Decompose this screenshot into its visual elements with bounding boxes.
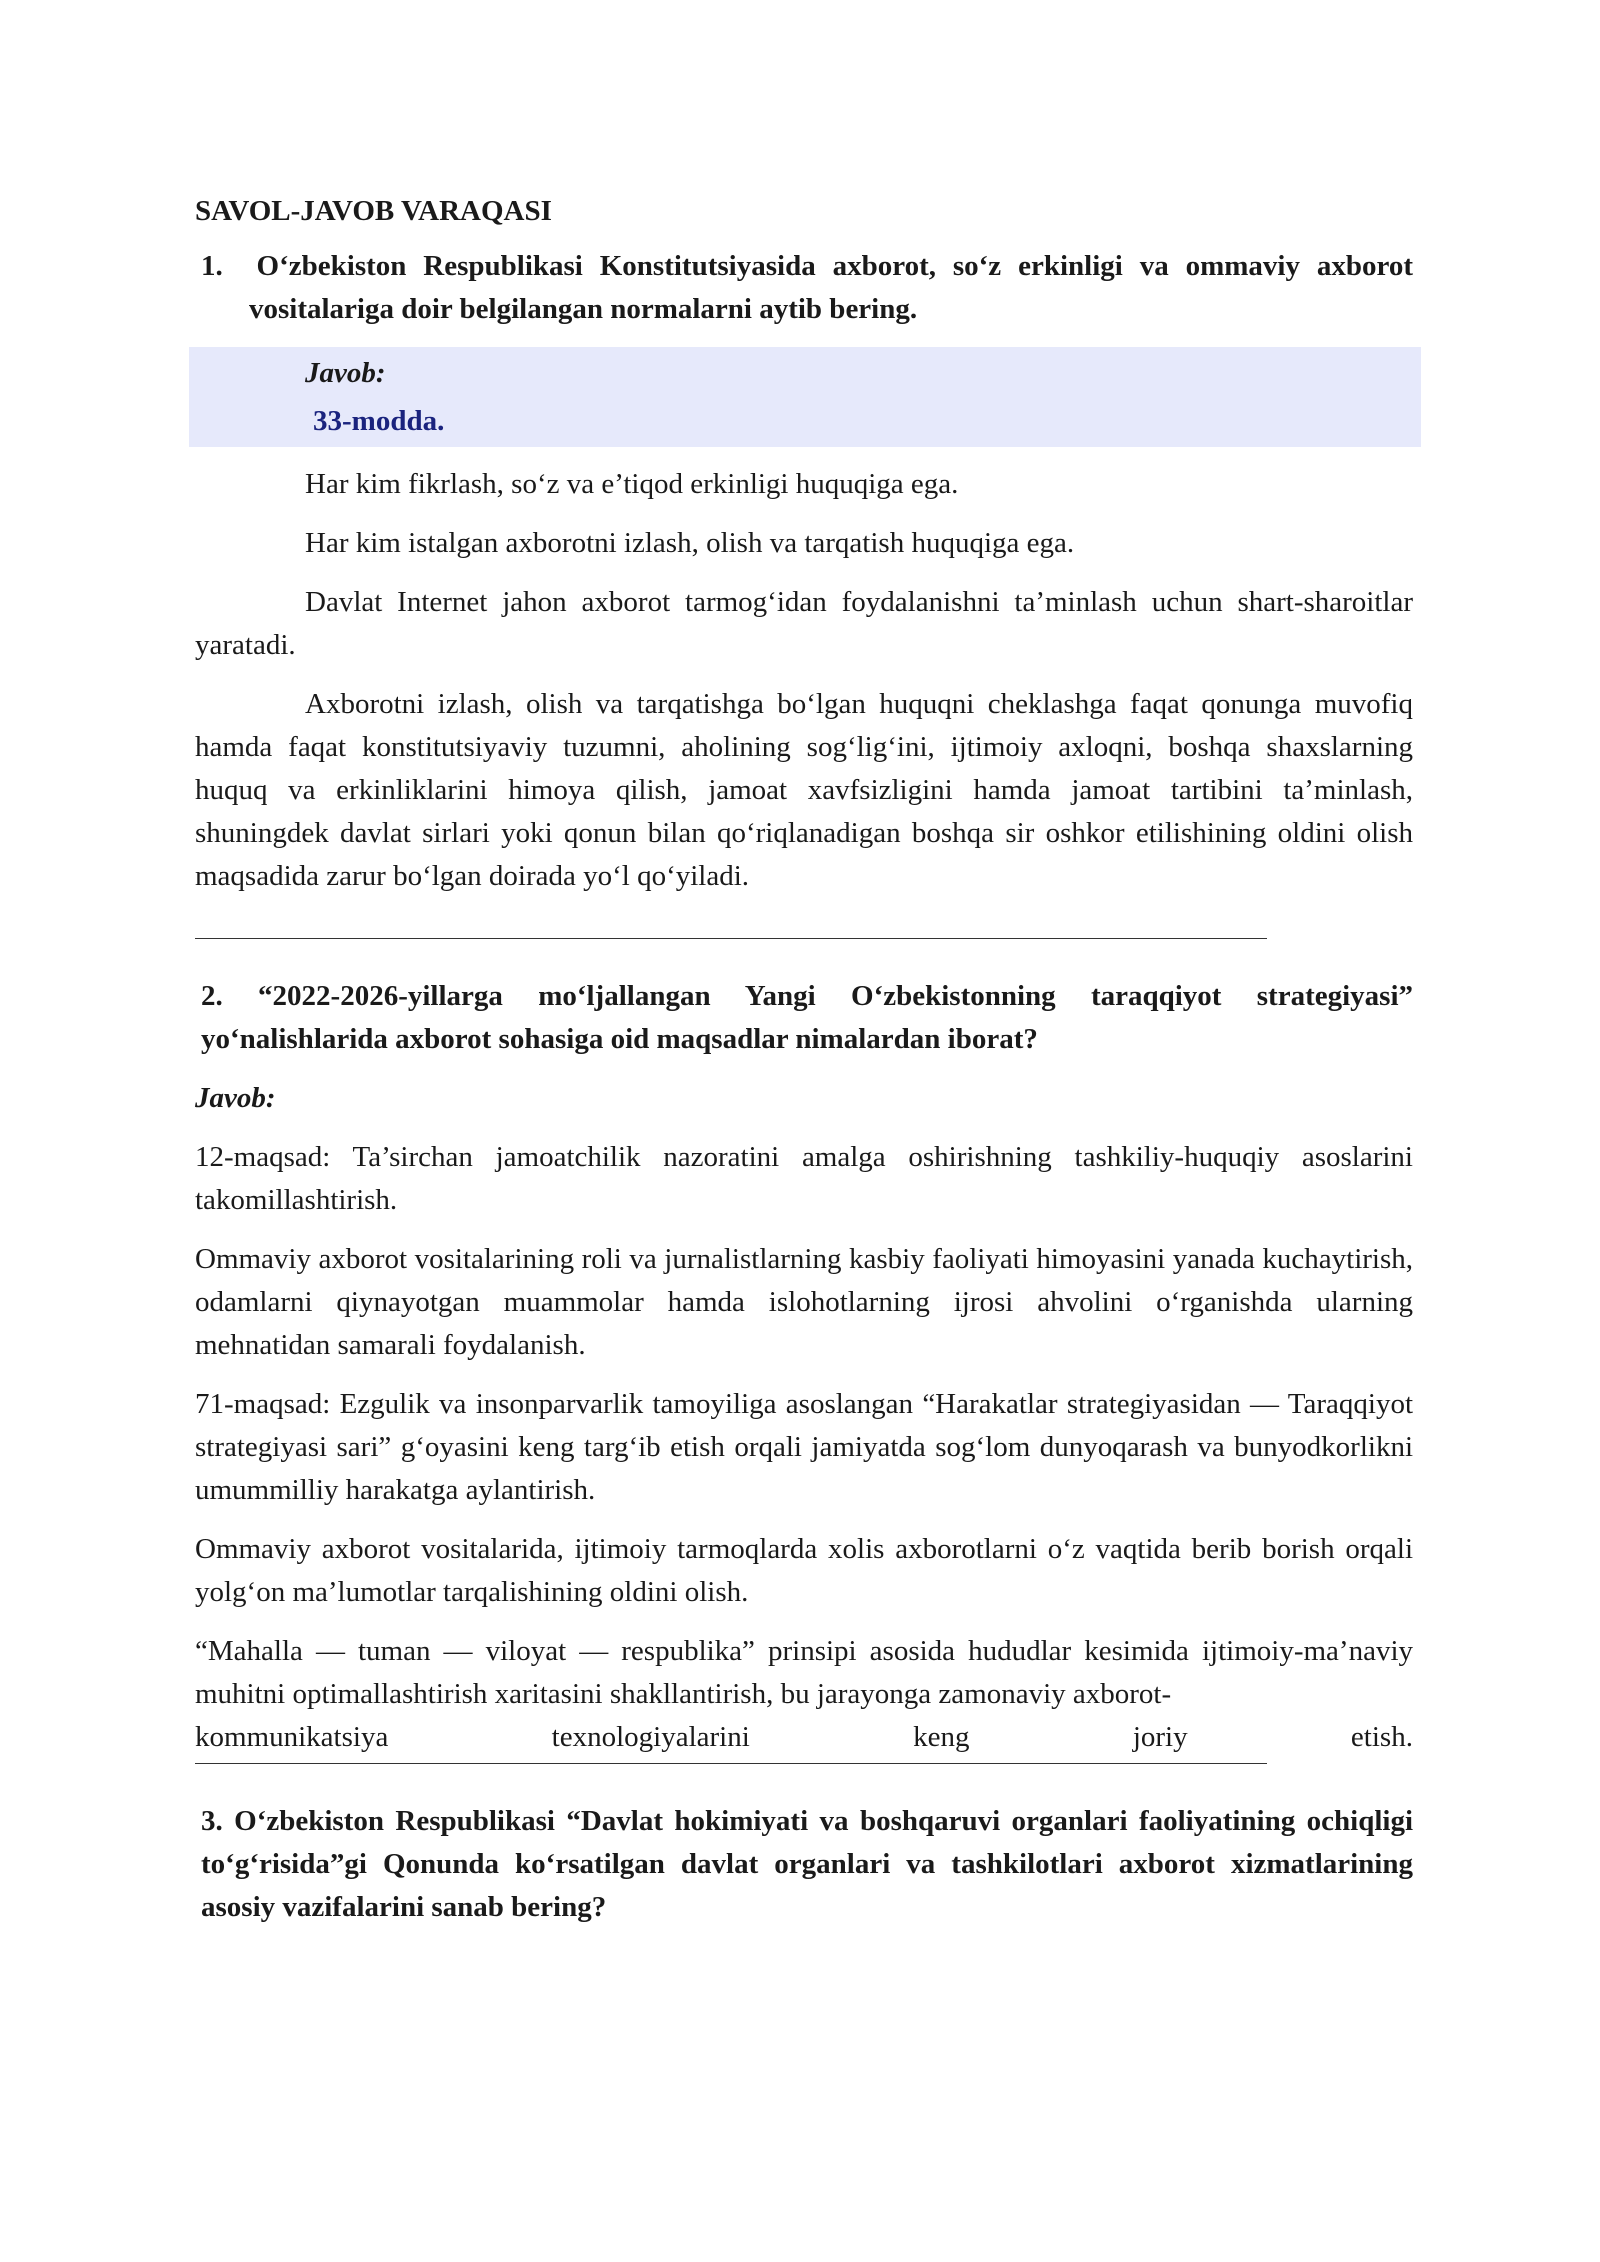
question-1-number: 1.	[201, 250, 223, 282]
document-title: SAVOL-JAVOB VARAQASI	[195, 195, 552, 227]
q1-paragraph: Davlat Internet jahon axborot tarmog‘idan foydalanishni ta’minlash uchun shart-sharoitlar yaratadi.	[195, 586, 1413, 661]
answer-highlight-block	[189, 347, 1421, 447]
q2-paragraph: 12-maqsad: Ta’sirchan jamoatchilik nazoratini amalga oshirishning tashkiliy-huquqiy asoslarini takomillashtirish.	[195, 1141, 1413, 1216]
q1-paragraph: Har kim fikrlash, so‘z va e’tiqod erkinligi huquqiga ega.	[305, 468, 959, 500]
q1-paragraph: Axborotni izlash, olish va tarqatishga bo‘lgan huquqni cheklashga faqat qonunga muvofiq hamda faqat konstitutsiyaviy tuzumni, aholining sog‘lig‘ini, ijtimoiy axloqni, boshqa shaxslarning huquq va erkinliklarini himoya qilish, jamoat xavfsizligini hamda jamoat tartibini ta’minlash, shuningdek davlat sirlari yoki qonun bilan qo‘riqlanadigan boshqa sir oshkor etilishining oldini olish maqsadida zarur bo‘lgan doirada yo‘l qo‘yiladi.	[195, 688, 1413, 892]
final-word: joriy	[1132, 1721, 1188, 1753]
q2-paragraph: Ommaviy axborot vositalarida, ijtimoiy tarmoqlarda xolis axborotlarni o‘z vaqtida berib borish orqali yolg‘on ma’lumotlar tarqalishining oldini olish.	[195, 1533, 1413, 1608]
answer-label-1: Javob:	[305, 357, 386, 389]
q2-paragraph: 71-maqsad: Ezgulik va insonparvarlik tamoyiliga asoslangan “Harakatlar strategiyasidan — Taraqqiyot strategiyasi sari” g‘oyasini keng targ‘ib etish orqali jamiyatda sog‘lom dunyoqarash va bunyodkorlikni umummilliy harakatga aylantirish.	[195, 1388, 1413, 1506]
answer-label-2: Javob:	[195, 1082, 276, 1114]
q2-paragraph: Ommaviy axborot vositalarining roli va jurnalistlarning kasbiy faoliyati himoyasini yanada kuchaytirish, odamlarni qiynayotgan muammolar hamda islohotlarning ijrosi ahvolini o‘rganishda ularning mehnatidan samarali foydalanish.	[195, 1243, 1413, 1361]
separator-line	[195, 938, 1267, 939]
separator-line	[195, 1763, 1267, 1764]
document-body	[195, 190, 1413, 1929]
answer-label-1-text: Javob	[305, 357, 376, 389]
q2-last-paragraph-main: “Mahalla — tuman — viloyat — respublika” prinsipi asosida hududlar kesimida ijtimoiy-ma’naviy muhitni optimallashtirish xaritasini shakllantirish, bu jarayonga zamonaviy axborot-	[195, 1635, 1413, 1710]
final-word: texnologiyalarini	[551, 1721, 750, 1753]
final-word: keng	[913, 1721, 970, 1753]
question-2: 2. “2022-2026-yillarga mo‘ljallangan Yangi O‘zbekistonning taraqqiyot strategiyasi” yo‘nalishlarida axborot sohasiga oid maqsadlar nimalardan iborat?	[201, 980, 1413, 1055]
question-1-text: O‘zbekiston Respublikasi Konstitutsiyasida axborot, so‘z erkinligi va ommaviy axborot vositalariga doir belgilangan normalarni aytib bering.	[249, 250, 1413, 325]
final-word: etish.	[1350, 1721, 1413, 1753]
q2-last-paragraph	[195, 1630, 1413, 1759]
answer-label-2-text: Javob	[195, 1082, 266, 1114]
question-3: 3. O‘zbekiston Respublikasi “Davlat hokimiyati va boshqaruvi organlari faoliyatining ochiqligi to‘g‘risida”gi Qonunda ko‘rsatilgan davlat organlari va tashkilotlari axborot xizmatlarining asosiy vazifalarini sanab bering?	[201, 1805, 1413, 1923]
article-heading: 33-modda.	[313, 405, 445, 437]
final-word: kommunikatsiya	[195, 1721, 389, 1753]
q1-paragraph: Har kim istalgan axborotni izlash, olish va tarqatish huquqiga ega.	[305, 527, 1075, 559]
q2-last-paragraph-final-line	[195, 1716, 1413, 1759]
question-1	[195, 245, 1413, 331]
